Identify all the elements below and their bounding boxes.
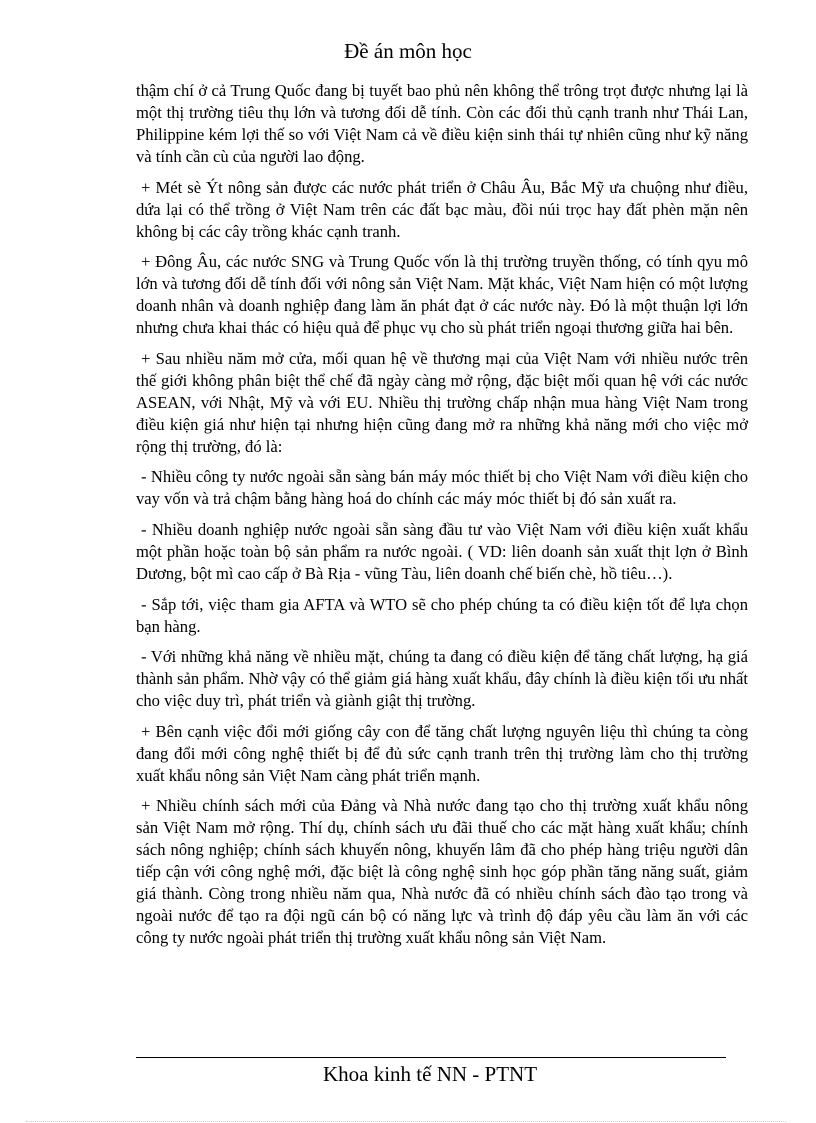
paragraph: + Sau nhiều năm mở cửa, mối quan hệ về thương mại của Việt Nam với nhiều nước trên thế giới không phân biệt thể chế đã ngày càng mở rộng, đặc biệt mối quan hệ với các nước ASEAN, với Nhật, Mỹ và với EU. Nhiều thị trường chấp nhận mua hàng Việt Nam trong điều kiện giá như hiện tại nhưng hiện cũng đang mở ra những khả năng mới cho việc mở rộng thị trường, đó là: bbox=[136, 348, 748, 456]
paragraph: - Nhiều công ty nước ngoài sẵn sàng bán máy móc thiết bị cho Việt Nam với điều kiện cho vay vốn và trả chậm bằng hàng hoá do chính các máy móc thiết bị đó sản xuất ra. bbox=[136, 467, 748, 509]
footer-divider bbox=[136, 1057, 726, 1058]
page-footer-text: Khoa kinh tế NN - PTNT bbox=[322, 1062, 538, 1086]
paragraph: - Sắp tới, việc tham gia AFTA và WTO sẽ cho phép chúng ta có điều kiện tốt để lựa chọn bạn hàng. bbox=[136, 594, 748, 636]
paragraph: thậm chí ở cả Trung Quốc đang bị tuyết bao phủ nên không thể trông trọt được nhưng lại là một thị trường tiêu thụ lớn và tương đối dễ tính. Còn các đối thủ cạnh tranh như Thái Lan, Philippine kém lợi thế so với Việt Nam cả về điều kiện sinh thái tự nhiên cũng như kỹ năng và tính cần cù của người lao động. bbox=[136, 81, 748, 166]
paragraph: - Với những khả năng về nhiều mặt, chúng ta đang có điều kiện để tăng chất lượng, hạ giá thành sản phẩm. Nhờ vậy có thể giảm giá hàng xuất khẩu, đây chính là điều kiện tối ưu nhất cho việc duy trì, phát triển và giành giật thị trường. bbox=[136, 647, 748, 711]
page-bottom-border bbox=[26, 1121, 786, 1122]
paragraph: + Bên cạnh việc đổi mới giống cây con để tăng chất lượng nguyên liệu thì chúng ta còng đang đổi mới công nghệ thiết bị để đủ sức cạnh tranh trên thị trường làm cho thị trường xuất khẩu nông sản Việt Nam càng phát triển mạnh. bbox=[136, 721, 748, 785]
paragraph: + Nhiều chính sách mới của Đảng và Nhà nước đang tạo cho thị trường xuất khẩu nông sản Việt Nam mở rộng. Thí dụ, chính sách ưu đãi thuế cho các mặt hàng xuất khẩu; chính sách nông nghiệp; chính sách khuyến nông, khuyến lâm đã cho phép hàng triệu người dân tiếp cận với công nghệ mới, đặc biệt là công nghệ sinh học góp phần tăng năng suất, giảm giá thành. Còng trong nhiều năm qua, Nhà nước đã có nhiều chính sách đào tạo trong và ngoài nước để tạo ra đội ngũ cán bộ có năng lực và trình độ đáp yêu cầu làm ăn với các công ty nước ngoài phát triển thị trường xuất khẩu nông sản Việt Nam. bbox=[136, 796, 748, 948]
paragraph: + Đông Âu, các nước SNG và Trung Quốc vốn là thị trường truyền thống, có tính qyu mô lớn và tương đối dễ tính đối với nông sản Việt Nam. Mặt khác, Việt Nam hiện có một lượng doanh nhân và doanh nghiệp đang làm ăn phát đạt ở các nước này. Đó là một thuận lợi lớn nhưng chưa khai thác có hiệu quả để phục vụ cho sù phát triển ngoại thương giữa hai bên. bbox=[136, 252, 748, 338]
paragraph: - Nhiều doanh nghiệp nước ngoài sẵn sàng đầu tư vào Việt Nam với điều kiện xuất khẩu một phần hoặc toàn bộ sản phẩm ra nước ngoài. ( VD: liên doanh sản xuất thịt lợn ở Bình Dương, bột mì cao cấp ở Bà Rịa - vũng Tàu, liên doanh chế biến chè, hồ tiêu…). bbox=[136, 519, 748, 583]
page-header-title: Đề án môn học bbox=[344, 39, 472, 63]
document-body bbox=[136, 80, 748, 958]
paragraph: + Mét sè Ýt nông sản được các nước phát triển ở Châu Âu, Bắc Mỹ ưa chuộng như điều, dứa lại có thể trồng ở Việt Nam trên các đất bạc màu, đồi núi trọc hay đất phèn mặn nên không bị các cây trồng khác cạnh tranh. bbox=[136, 177, 748, 241]
